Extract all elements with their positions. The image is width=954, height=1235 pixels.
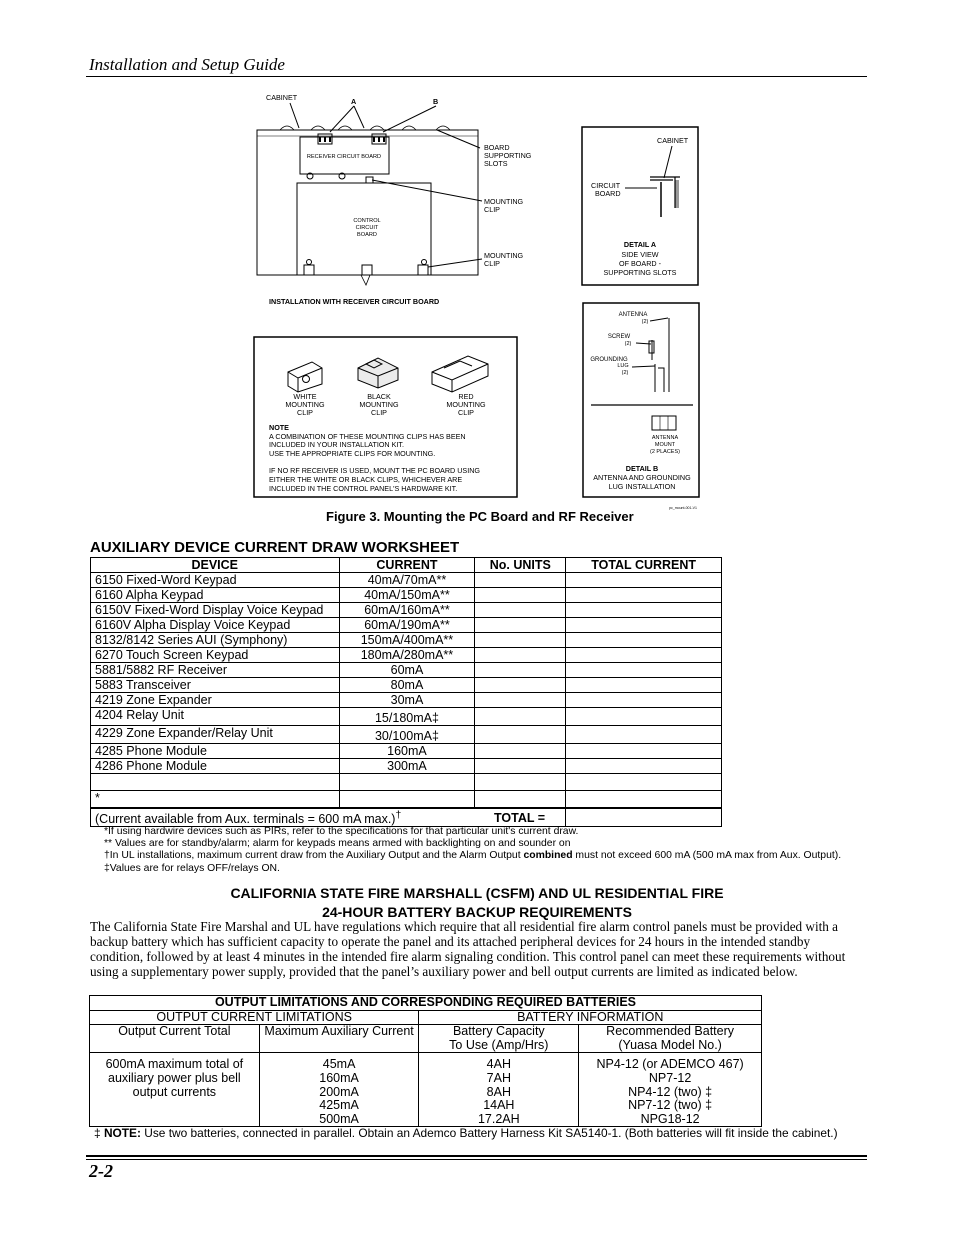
worksheet-title: AUXILIARY DEVICE CURRENT DRAW WORKSHEET xyxy=(90,539,460,556)
dagger-mark: † xyxy=(395,809,402,821)
col-total: TOTAL CURRENT xyxy=(566,558,722,573)
col4-line1: Recommended Battery xyxy=(606,1024,735,1039)
figure-caption: Figure 3. Mounting the PC Board and RF Receiver xyxy=(326,509,634,524)
detail-a-line3: SUPPORTING SLOTS xyxy=(603,268,677,277)
label-receiver-board: RECEIVER CIRCUIT BOARD xyxy=(306,154,382,160)
detail-b-mount1: ANTENNA xyxy=(651,435,679,441)
total-cell[interactable] xyxy=(566,573,722,588)
total-row-label xyxy=(91,808,566,827)
detail-b-lug-n: (2) xyxy=(621,370,629,376)
aux-value: 45mA xyxy=(322,1057,356,1072)
total-cell[interactable] xyxy=(566,633,722,648)
table-row xyxy=(91,693,722,708)
battery-value: NP4-12 (or ADEMCO 467) xyxy=(596,1057,744,1072)
footer-rule xyxy=(86,1155,867,1157)
footnote-double-dagger: ‡Values are for relays OFF/relays ON. xyxy=(104,862,280,874)
device-cell: 4204 Relay Unit xyxy=(91,708,340,726)
csfm-heading-1: CALIFORNIA STATE FIRE MARSHALL (CSFM) AND UL RESIDENTIAL FIRE xyxy=(230,885,724,901)
units-cell[interactable] xyxy=(475,618,566,633)
output-group-right: BATTERY INFORMATION xyxy=(419,1010,762,1025)
table-row xyxy=(91,648,722,663)
device-cell: 4219 Zone Expander xyxy=(91,693,340,708)
col-max-aux xyxy=(259,1025,419,1053)
col-output-total-label: Output Current Total xyxy=(118,1024,231,1039)
table-row xyxy=(91,678,722,693)
figure-code: pc_mount-001-V1 xyxy=(669,506,697,510)
current-cell: 15/180mA‡ xyxy=(339,708,475,726)
table-row xyxy=(91,573,722,588)
total-cell[interactable] xyxy=(566,759,722,774)
current-cell: 180mA/280mA** xyxy=(339,648,475,663)
table-row xyxy=(91,791,722,808)
clips-note-6: INCLUDED IN THE CONTROL PANEL'S HARDWARE KIT. xyxy=(269,484,458,493)
detail-b-mount2: MOUNT xyxy=(654,442,676,448)
table-row xyxy=(91,774,722,791)
clips-note-2: INCLUDED IN YOUR INSTALLATION KIT. xyxy=(269,440,404,449)
table-row xyxy=(91,708,722,726)
detail-a-line1: SIDE VIEW xyxy=(621,250,659,259)
label-clip1-2: CLIP xyxy=(484,205,500,214)
device-cell: 4286 Phone Module xyxy=(91,759,340,774)
table-row xyxy=(91,633,722,648)
max-aux-cell xyxy=(259,1053,419,1127)
battery-value: NPG18-12 xyxy=(640,1111,700,1126)
current-cell: 160mA xyxy=(339,744,475,759)
label-control-1: CONTROL xyxy=(353,218,381,224)
units-cell[interactable] xyxy=(475,603,566,618)
detail-b-antenna: ANTENNA xyxy=(618,312,648,318)
total-cell[interactable] xyxy=(566,618,722,633)
detail-a-circuit: CIRCUIT xyxy=(591,181,621,190)
current-cell: 40mA/70mA** xyxy=(339,573,475,588)
current-cell[interactable] xyxy=(339,791,475,808)
clip-red-1: RED xyxy=(458,392,474,401)
worksheet-footnotes xyxy=(104,826,841,875)
mounting-figure xyxy=(0,0,954,530)
label-slots-2: SUPPORTING xyxy=(484,151,532,160)
aux-value: 200mA xyxy=(319,1084,359,1099)
capacity-value: 7AH xyxy=(486,1070,511,1085)
device-cell: 6160 Alpha Keypad xyxy=(91,588,340,603)
clip-white-2: MOUNTING xyxy=(285,400,325,409)
csfm-heading-2: 24-HOUR BATTERY BACKUP REQUIREMENTS xyxy=(322,904,632,920)
clip-red-3: CLIP xyxy=(458,408,474,417)
label-clip2-1: MOUNTING xyxy=(484,251,524,260)
col-device: DEVICE xyxy=(91,558,340,573)
device-cell: 6150V Fixed-Word Display Voice Keypad xyxy=(91,603,340,618)
current-cell: 150mA/400mA** xyxy=(339,633,475,648)
total-cell[interactable] xyxy=(566,678,722,693)
label-control-2: CIRCUIT xyxy=(355,225,379,231)
grand-total-cell[interactable] xyxy=(566,808,722,827)
total-cell[interactable] xyxy=(566,588,722,603)
clip-red-2: MOUNTING xyxy=(446,400,486,409)
output-total-cell xyxy=(90,1053,260,1127)
device-cell[interactable] xyxy=(91,774,340,791)
total-cell[interactable] xyxy=(566,726,722,744)
units-cell[interactable] xyxy=(475,791,566,808)
total-line1: 600mA maximum total of xyxy=(105,1057,244,1072)
battery-value: NP4-12 (two) ‡ xyxy=(628,1084,713,1099)
note-label: NOTE: xyxy=(103,1126,141,1140)
total-row xyxy=(91,808,722,827)
table-row xyxy=(91,759,722,774)
battery-note xyxy=(94,1126,838,1140)
total-cell[interactable] xyxy=(566,708,722,726)
current-cell: 30mA xyxy=(339,693,475,708)
total-cell[interactable] xyxy=(566,663,722,678)
label-b: B xyxy=(433,97,439,106)
detail-b-screw: SCREW xyxy=(607,334,631,340)
units-cell[interactable] xyxy=(475,774,566,791)
total-cell[interactable] xyxy=(566,603,722,618)
detail-a-board: BOARD xyxy=(595,189,621,198)
capacity-value: 4AH xyxy=(486,1057,511,1072)
label-cabinet: CABINET xyxy=(266,93,298,102)
units-cell[interactable] xyxy=(475,573,566,588)
label-clip2-2: CLIP xyxy=(484,259,500,268)
current-cell: 60mA xyxy=(339,663,475,678)
cabinet-outline xyxy=(257,130,478,275)
current-cell: 60mA/190mA** xyxy=(339,618,475,633)
capacity-cell xyxy=(419,1053,579,1127)
units-cell[interactable] xyxy=(475,759,566,774)
battery-value: NP7-12 xyxy=(648,1070,692,1085)
detail-b-lug: LUG xyxy=(617,363,629,369)
device-cell: 6270 Touch Screen Keypad xyxy=(91,648,340,663)
device-cell: 8132/8142 Series AUI (Symphony) xyxy=(91,633,340,648)
csfm-paragraph: The California State Fire Marshal and UL have regulations which require that all residential fire alarm control panels must be provided with a backup battery which has sufficient capacity to operate the panel and its attached peripheral devices for 24 hours in the intended standby condition, followed by at least 4 minutes in the intended fire alarm signaling condition. This control panel can meet these requirements without using a supplementary power supply, provided that the panel’s auxiliary power and bell output currents are limited as indicated below. xyxy=(90,919,846,979)
table-row xyxy=(91,663,722,678)
output-group-left: OUTPUT CURRENT LIMITATIONS xyxy=(90,1010,419,1025)
col4-line2: (Yuasa Model No.) xyxy=(618,1037,722,1052)
table-row xyxy=(91,603,722,618)
aux-value: 160mA xyxy=(319,1070,359,1085)
label-install: INSTALLATION WITH RECEIVER CIRCUIT BOARD xyxy=(269,297,440,306)
worksheet-table xyxy=(90,557,722,827)
footnote-dagger-text: †In UL installations, maximum current draw from the Auxiliary Output and the Alarm Output xyxy=(104,850,524,862)
total-cell[interactable] xyxy=(566,774,722,791)
current-cell: 60mA/160mA** xyxy=(339,603,475,618)
note-text: Use two batteries, connected in parallel. Obtain an Ademco Battery Harness Kit SA5140-1. (Both batteries will fit inside the cabinet.) xyxy=(144,1126,838,1140)
label-a: A xyxy=(351,97,357,106)
col-current: CURRENT xyxy=(339,558,475,573)
output-limitations-table xyxy=(89,995,762,1127)
clip-black-3: CLIP xyxy=(371,408,387,417)
note-mark: ‡ xyxy=(94,1126,101,1140)
footnote-dagger-tail: must not exceed 600 mA (500 mA max from Aux. Output). xyxy=(572,850,842,862)
col-battery-capacity xyxy=(419,1025,579,1053)
footnote-dagger-bold: combined xyxy=(523,850,573,862)
units-cell[interactable] xyxy=(475,708,566,726)
table-row xyxy=(91,588,722,603)
clips-note-3: USE THE APPROPRIATE CLIPS FOR MOUNTING. xyxy=(269,449,436,458)
current-cell[interactable] xyxy=(339,774,475,791)
current-cell: 80mA xyxy=(339,678,475,693)
footnote-asterisk: *If using hardwire devices such as PIRs, refer to the specifications for that particular unit's current draw. xyxy=(104,826,579,837)
units-cell[interactable] xyxy=(475,744,566,759)
device-cell[interactable]: * xyxy=(91,791,340,808)
units-cell[interactable] xyxy=(475,663,566,678)
total-label: TOTAL = xyxy=(494,810,546,825)
device-cell: 4229 Zone Expander/Relay Unit xyxy=(91,726,340,744)
current-cell: 300mA xyxy=(339,759,475,774)
detail-b-antenna-n: (2) xyxy=(641,319,649,325)
total-line3: output currents xyxy=(132,1084,217,1099)
label-clip1-1: MOUNTING xyxy=(484,197,524,206)
col3-line2: To Use (Amp/Hrs) xyxy=(449,1037,549,1052)
battery-value: NP7-12 (two) ‡ xyxy=(628,1098,713,1113)
aux-available-text: (Current available from Aux. terminals = 600 mA max.) xyxy=(95,811,396,826)
detail-a-line2: OF BOARD - xyxy=(619,259,661,268)
units-cell[interactable] xyxy=(475,588,566,603)
aux-value: 425mA xyxy=(319,1098,359,1113)
label-slots-3: SLOTS xyxy=(484,159,508,168)
footnote-double-asterisk: ** Values are for standby/alarm; alarm for keypads means armed with backlighting on and sounder on xyxy=(104,838,571,850)
detail-b-line1: ANTENNA AND GROUNDING xyxy=(593,473,691,482)
device-cell: 6150 Fixed-Word Keypad xyxy=(91,573,340,588)
col-recommended-battery xyxy=(579,1025,762,1053)
total-line2: auxiliary power plus bell xyxy=(108,1070,241,1085)
table-row xyxy=(91,744,722,759)
table-row xyxy=(91,726,722,744)
total-cell[interactable] xyxy=(566,648,722,663)
device-cell: 5881/5882 RF Receiver xyxy=(91,663,340,678)
capacity-value: 8AH xyxy=(486,1084,511,1099)
clip-white-3: CLIP xyxy=(297,408,313,417)
detail-b-title: DETAIL B xyxy=(625,464,659,473)
header-title: Installation and Setup Guide xyxy=(89,55,285,74)
units-cell[interactable] xyxy=(475,726,566,744)
col-output-total xyxy=(90,1025,260,1053)
col-max-aux-label: Maximum Auxiliary Current xyxy=(264,1024,414,1039)
footer-rule-thin xyxy=(86,1159,867,1160)
units-cell[interactable] xyxy=(475,648,566,663)
device-cell: 6160V Alpha Display Voice Keypad xyxy=(91,618,340,633)
col-units: No. UNITS xyxy=(475,558,566,573)
detail-b-screw-n: (2) xyxy=(624,341,632,347)
col3-line1: Battery Capacity xyxy=(452,1024,545,1039)
capacity-value: 17.2AH xyxy=(477,1111,520,1126)
units-cell[interactable] xyxy=(475,678,566,693)
units-cell[interactable] xyxy=(475,693,566,708)
clips-note-5: EITHER THE WHITE OR BLACK CLIPS, WHICHEVER ARE xyxy=(269,475,463,484)
label-slots-1: BOARD xyxy=(484,143,510,152)
label-control-3: BOARD xyxy=(357,232,377,238)
device-cell: 4285 Phone Module xyxy=(91,744,340,759)
current-cell: 40mA/150mA** xyxy=(339,588,475,603)
battery-cell xyxy=(579,1053,762,1127)
table-row xyxy=(91,618,722,633)
clip-white-1: WHITE xyxy=(293,392,317,401)
detail-b-line2: LUG INSTALLATION xyxy=(608,482,676,491)
detail-b-grounding: GROUNDING xyxy=(590,357,628,363)
footnote-dagger xyxy=(104,850,841,862)
output-table-title: OUTPUT LIMITATIONS AND CORRESPONDING REQUIRED BATTERIES xyxy=(90,996,762,1011)
detail-a-cabinet: CABINET xyxy=(657,136,689,145)
detail-a-title: DETAIL A xyxy=(623,240,657,249)
detail-b-mount3: (2 PLACES) xyxy=(650,449,680,455)
clip-black-2: MOUNTING xyxy=(359,400,399,409)
aux-value: 500mA xyxy=(319,1111,359,1126)
clip-black-1: BLACK xyxy=(367,392,391,401)
capacity-value: 14AH xyxy=(483,1098,515,1113)
device-cell: 5883 Transceiver xyxy=(91,678,340,693)
total-cell[interactable] xyxy=(566,744,722,759)
clips-note-1: A COMBINATION OF THESE MOUNTING CLIPS HAS BEEN xyxy=(269,432,466,441)
clips-note-4: IF NO RF RECEIVER IS USED, MOUNT THE PC BOARD USING xyxy=(269,466,480,475)
clips-note-title: NOTE xyxy=(269,423,289,432)
total-cell[interactable] xyxy=(566,791,722,808)
total-cell[interactable] xyxy=(566,693,722,708)
units-cell[interactable] xyxy=(475,633,566,648)
page-number: 2-2 xyxy=(89,1161,113,1181)
current-cell: 30/100mA‡ xyxy=(339,726,475,744)
